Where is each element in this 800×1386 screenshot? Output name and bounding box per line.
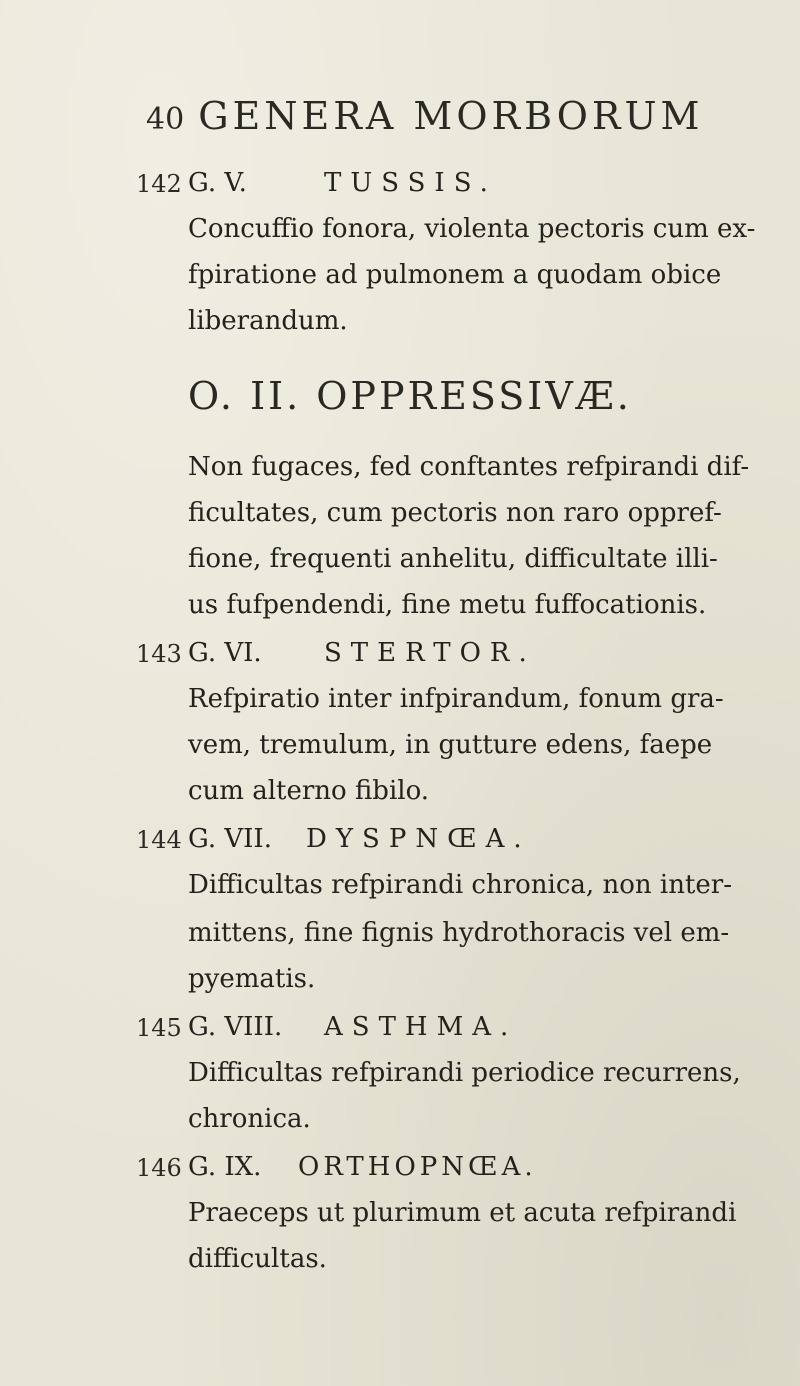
genus-name: ORTHOPNŒA. — [298, 1152, 537, 1182]
genus-code: G. IX. — [188, 1152, 262, 1182]
description-line: pyematis. — [188, 964, 316, 994]
description-line: Difficultas refpirandi chronica, non inter- — [188, 870, 732, 900]
running-title: GENERA MORBORUM — [198, 94, 704, 138]
entry-number: 145 — [136, 1014, 182, 1042]
description-line: fione, frequenti anhelitu, difficultate illi- — [188, 544, 718, 574]
genus-name: STERTOR. — [324, 638, 536, 668]
description-line: vem, tremulum, in gutture edens, faepe — [188, 730, 713, 760]
description-line: Praeceps ut plurimum et acuta refpirandi — [188, 1198, 737, 1228]
description-line: Refpiratio inter infpirandum, fonum gra- — [188, 684, 724, 714]
entry-number: 144 — [136, 826, 182, 854]
description-line: cum alterno fibilo. — [188, 776, 430, 806]
genus-heading — [188, 824, 531, 854]
description-line: Non fugaces, fed conftantes refpirandi dif- — [188, 452, 750, 482]
genus-code: G. VII. — [188, 824, 272, 854]
description-line: Concuffio fonora, violenta pectoris cum ex- — [188, 214, 756, 244]
running-head — [146, 94, 703, 138]
genus-heading — [188, 1012, 517, 1042]
description-line: us fufpendendi, fine metu fuffocationis. — [188, 590, 707, 620]
genus-name: ASTHMA. — [324, 1012, 518, 1042]
entry-number: 143 — [136, 640, 182, 668]
genus-name: TUSSIS. — [324, 168, 497, 198]
genus-heading — [188, 168, 497, 198]
genus-code: G. V. — [188, 168, 247, 198]
genus-code: G. VIII. — [188, 1012, 283, 1042]
description-line: mittens, fine fignis hydrothoracis vel em- — [188, 918, 730, 948]
order-heading: O. II. OPPRESSIVÆ. — [188, 374, 632, 418]
description-line: difficultas. — [188, 1244, 327, 1274]
description-line: fpiratione ad pulmonem a quodam obice — [188, 260, 722, 290]
genus-heading — [188, 1152, 537, 1182]
description-line: liberandum. — [188, 306, 348, 336]
description-line: Difficultas refpirandi periodice recurrens, — [188, 1058, 741, 1088]
entry-number: 142 — [136, 170, 182, 198]
genus-heading — [188, 638, 536, 668]
description-line: chronica. — [188, 1104, 311, 1134]
description-line: ficultates, cum pectoris non raro oppref- — [188, 498, 722, 528]
genus-code: G. VI. — [188, 638, 262, 668]
page-number: 40 — [146, 102, 185, 137]
entry-number: 146 — [136, 1154, 182, 1182]
genus-name: DYSPNŒA. — [306, 824, 531, 854]
